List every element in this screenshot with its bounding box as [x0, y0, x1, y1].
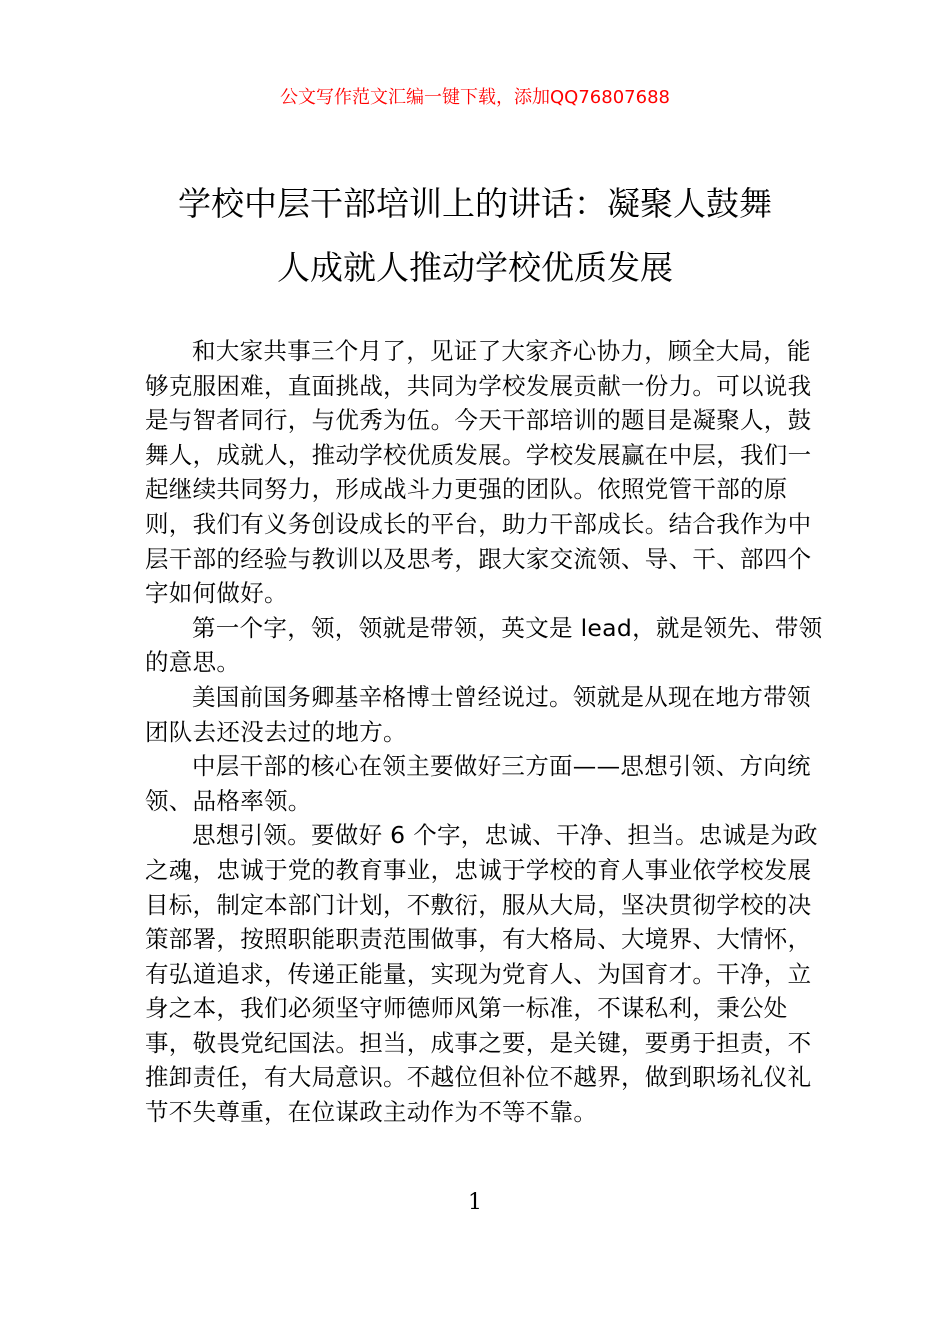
title-line-2: 人成就人推动学校优质发展 — [277, 248, 673, 287]
paragraph: 第一个字，领，领就是带领，英文是 lead，就是领先、带领的意思。 — [145, 613, 823, 677]
paragraph: 和大家共事三个月了，见证了大家齐心协力，顾全大局，能够克服困难，直面挑战，共同为学校发展贡献一份力。可以说我是与智者同行，与优秀为伍。今天干部培训的题目是凝聚人，鼓舞人，成就人，推动学校优质发展。学校发展赢在中层，我们一起继续共同努力，形成战斗力更强的团队。依照党管干部的原则，我们有义务创设成长的平台，助力干部成长。结合我作为中层干部的经验与教训以及思考，跟大家交流领、导、干、部四个字如何做好。 — [145, 337, 812, 608]
title-line-1: 学校中层干部培训上的讲话：凝聚人鼓舞 — [178, 184, 772, 223]
download-banner: 公文写作范文汇编一键下载，添加QQ76807688 — [280, 87, 670, 108]
paragraph: 美国前国务卿基辛格博士曾经说过。领就是从现在地方带领团队去还没去过的地方。 — [145, 682, 811, 746]
paragraph: 思想引领。要做好 6 个字，忠诚、干净、担当。忠诚是为政之魂，忠诚于党的教育事业，忠诚于学校的育人事业依学校发展目标，制定本部门计划，不敷衍，服从大局，坚决贯彻学校的决策部署，按照职能职责范围做事，有大格局、大境界、大情怀，有弘道追求，传递正能量，实现为党育人、为国育才。干净，立身之本，我们必须坚守师德师风第一标准，不谋私利，秉公处事，敬畏党纪国法。担当，成事之要，是关键，要勇于担责，不推卸责任，有大局意识。不越位但补位不越界，做到职场礼仪礼节不失尊重，在位谋政主动作为不等不靠。 — [145, 821, 818, 1127]
document-title — [120, 172, 830, 300]
document-body — [145, 334, 825, 1130]
page-number: 1 — [468, 1190, 482, 1215]
paragraph: 中层干部的核心在领主要做好三方面——思想引领、方向统领、品格率领。 — [145, 752, 811, 815]
